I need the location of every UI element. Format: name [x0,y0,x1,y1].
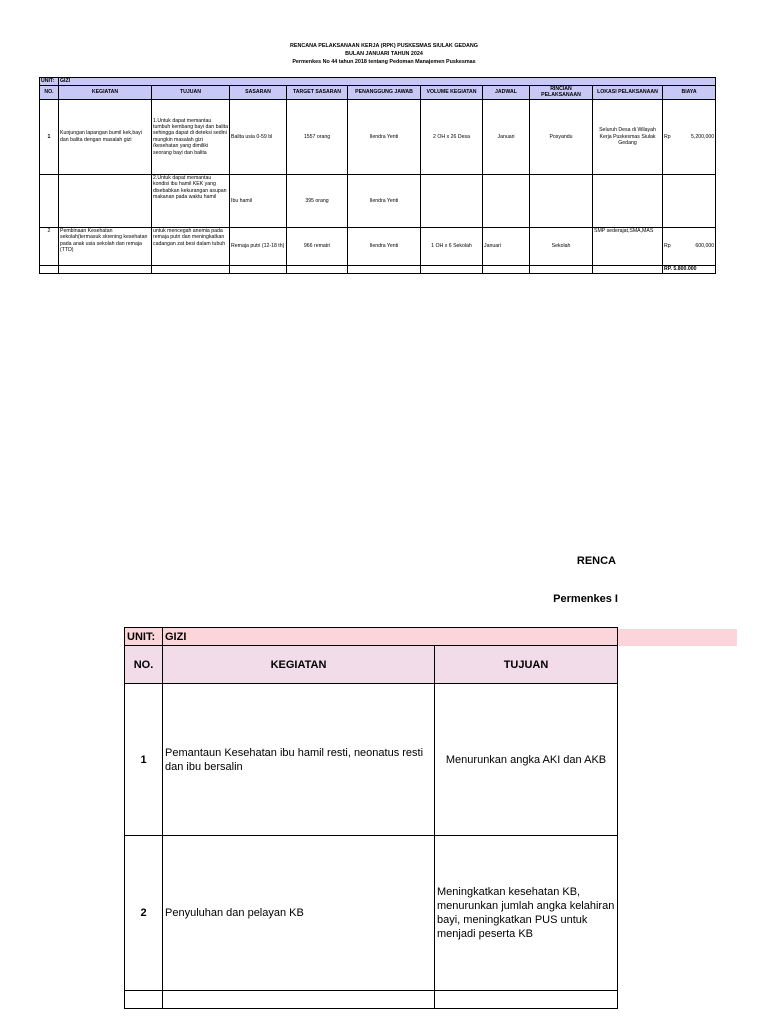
table-row [40,99,716,174]
table-row [125,684,618,836]
cell-tujuan: Menurunkan angka AKI dan AKB [435,684,618,836]
total-amount: RP. 5.800.000 [663,265,716,273]
page2-subtitle-fragment: Permenkes I [553,593,618,605]
cell-lokasi [593,174,663,227]
cell-jadwal [483,174,530,227]
cell-volume [421,174,483,227]
header-row [40,86,716,100]
unit-label: UNIT: [40,78,59,86]
currency: Rp [664,243,671,250]
cell-no: 2 [40,227,59,265]
cell-rincian: Sekolah [530,227,593,265]
cell-volume: 2 OH x 26 Desa [421,99,483,174]
cell-pj: Ilendra Yenti [348,99,421,174]
table-row [40,227,716,265]
cell-kegiatan: Penyuluhan dan pelayan KB [163,836,435,991]
cell-biaya [663,99,716,174]
table-row [125,991,618,1009]
cell-tujuan: 2.Untuk dapat memantau kondisi ibu hamil KEK yang disebabkan kekurangan asupan makanan pada waktu hamil [152,174,230,227]
cell-rincian [530,174,593,227]
col-header: TUJUAN [435,646,618,684]
cell-no: 1 [40,99,59,174]
document-header [0,42,768,66]
cell-target: 966 rematri [287,227,348,265]
unit-value: GIZI [59,78,716,86]
cell-no: 1 [125,684,163,836]
cell-tujuan: Meningkatkan kesehatan KB, menurunkan jumlah angka kelahiran bayi, meningkatkan PUS untuk menjadi peserta KB [435,836,618,991]
cell-volume: 1 OH x 6 Sekolah [421,227,483,265]
col-header: SASARAN [230,86,287,100]
cell-sasaran: Balita usia 0-59 bl [230,99,287,174]
cell-lokasi: SMP sederajat,SMA,MAS [593,227,663,265]
doc-period: BULAN JANUARI TAHUN 2024 [345,51,423,57]
doc-title: RENCANA PELAKSANAAN KERJA (RPK) PUSKESMAS SIULAK GEDANG [290,43,478,49]
cell-pj: Ilendra Yenti [348,227,421,265]
header-row [125,646,618,684]
cell-sasaran: Ibu hamil [230,174,287,227]
cell-no: 2 [125,836,163,991]
col-header: NO. [125,646,163,684]
currency: Rp [664,133,671,140]
col-header: NO. [40,86,59,100]
cell-jadwal: Januari [483,227,530,265]
program-table [124,627,618,1009]
cell-lokasi: Seluruh Desa di Wilayah Kerja Puskesmas Siulak Gedang [593,99,663,174]
cell-pj: Ilendra Yenti [348,174,421,227]
unit-row [125,628,618,646]
cell-biaya [663,174,716,227]
cell-kegiatan: Pemantaun Kesehatan ibu hamil resti, neonatus resti dan ibu bersalin [163,684,435,836]
col-header: PENANGGUNG JAWAB [348,86,421,100]
cell-no [40,174,59,227]
total-row [40,265,716,273]
col-header: LOKASI PELAKSANAAN [593,86,663,100]
col-header: BIAYA [663,86,716,100]
cell-tujuan: 1.Untuk dapat memantau tumbuh kembang bayi dan balita sehingga dapat di deteksi sedini mungkin masalah gizi /kesehatan yang dimiliki seorang bayi dan balita [152,99,230,174]
cell-kegiatan [59,174,152,227]
col-header: RINCIAN PELAKSANAAN [530,86,593,100]
doc-regulation: Permenkes No 44 tahun 2018 tentang Pedoman Manajemen Puskesmas [292,59,476,65]
cell-biaya [663,227,716,265]
cell-tujuan: untuk mencegah anemia pada remaja putri dan meningkatkan cadangan zat besi dalam tubuh [152,227,230,265]
table-row [40,174,716,227]
col-header: TUJUAN [152,86,230,100]
cell-sasaran: Remaja putri (12-18 th) [230,227,287,265]
unit-row [40,78,716,86]
cell-rincian: Posyandu [530,99,593,174]
unit-label: UNIT: [125,628,163,646]
cell-jadwal: Januari [483,99,530,174]
col-header: KEGIATAN [59,86,152,100]
cell-kegiatan: Kunjungan lapangan bumil kek,bayi dan balita dengan masalah gizi [59,99,152,174]
col-header: VOLUME KEGIATAN [421,86,483,100]
cell-target: 1557 orang [287,99,348,174]
page2-title-fragment: RENCA [576,555,616,567]
cell-kegiatan: Pembinaan Kesehatan sekolah(termasuk skrening kesehatan pada anak usia sekolah dan remaja (TTD) [59,227,152,265]
table-row [125,836,618,991]
amount: 5,200,000 [691,133,715,140]
col-header: TARGET SASARAN [287,86,348,100]
unit-bar-extension [617,629,737,646]
cell-target: 395 orang [287,174,348,227]
rpk-table [39,77,716,274]
col-header: JADWAL [483,86,530,100]
unit-value: GIZI [163,628,618,646]
col-header: KEGIATAN [163,646,435,684]
amount: 600,000 [695,243,715,250]
